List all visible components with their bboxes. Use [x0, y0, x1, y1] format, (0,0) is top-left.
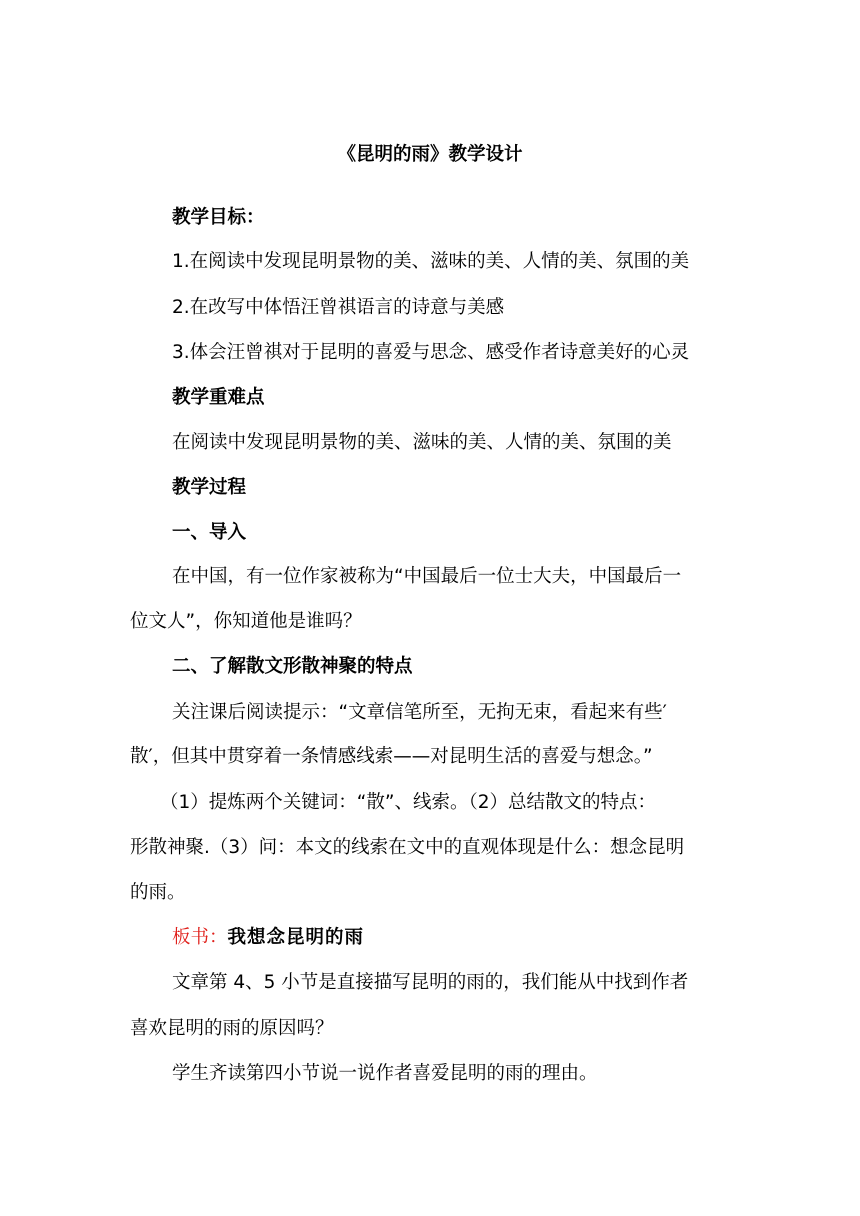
objective-item-1: 1.在阅读中发现昆明景物的美、滋味的美、人情的美、氛围的美	[172, 251, 690, 272]
board-line	[172, 926, 742, 950]
objectives-heading: 教学目标：	[172, 207, 265, 228]
board-label: 板书：	[172, 927, 228, 948]
board-text: 我想念昆明的雨	[227, 927, 365, 948]
section2-paragraph2-line-1: （1）提炼两个关键词：“散”、线索。（2）总结散文的特点：	[160, 792, 656, 813]
paragraph4-line-1: 学生齐读第四小节说一说作者喜爱昆明的雨的理由。	[172, 1063, 598, 1084]
section1-line-1: 在中国，有一位作家被称为“中国最后一位士大夫，中国最后一	[172, 566, 682, 587]
objective-item-2: 2.在改写中体悟汪曾祺语言的诗意与美感	[172, 297, 505, 318]
paragraph3-line-2: 喜欢昆明的雨的原因吗？	[130, 1018, 334, 1039]
key-points-heading: 教学重难点	[172, 387, 265, 408]
section2-heading: 二、了解散文形散神聚的特点	[172, 656, 413, 677]
process-heading: 教学过程	[172, 477, 247, 498]
objective-item-3: 3.体会汪曾祺对于昆明的喜爱与思念、感受作者诗意美好的心灵	[172, 342, 690, 363]
section2-paragraph2-line-3: 的雨。	[130, 882, 186, 903]
section2-paragraph1-line-1: 关注课后阅读提示：“文章信笔所至，无拘无束，看起来有些′	[172, 702, 667, 723]
paragraph3-line-1: 文章第 4、5 小节是直接描写昆明的雨的，我们能从中找到作者	[172, 972, 689, 993]
section2-paragraph1-line-2: 散′，但其中贯穿着一条情感线索——对昆明生活的喜爱与想念。”	[130, 746, 653, 767]
section2-paragraph2-line-2: 形散神聚.（3）问：本文的线索在文中的直观体现是什么：想念昆明	[130, 837, 685, 858]
key-points-text: 在阅读中发现昆明景物的美、滋味的美、人情的美、氛围的美	[172, 432, 672, 453]
document-title: 《昆明的雨》教学设计	[337, 144, 523, 165]
section1-heading: 一、导入	[172, 522, 247, 543]
section1-line-2: 位文人”，你知道他是谁吗？	[130, 611, 362, 632]
